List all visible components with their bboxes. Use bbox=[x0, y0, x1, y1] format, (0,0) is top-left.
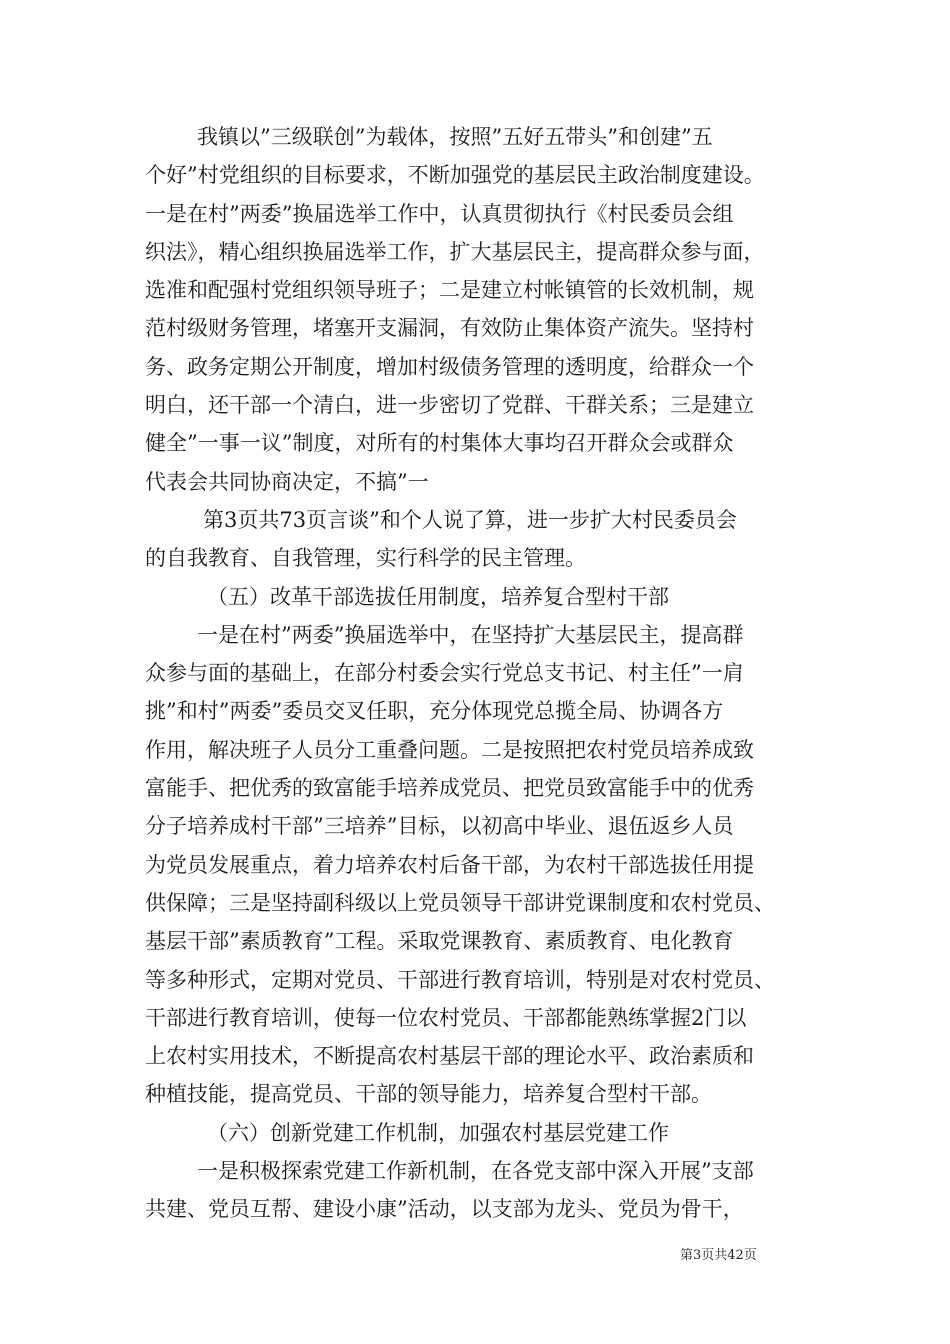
paragraph-line: 供保障；三是坚持副科级以上党员领导干部讲党课制度和农村党员、 bbox=[145, 890, 775, 915]
paragraph-line: 分子培养成村干部”三培养”目标，以初高中毕业、退伍返乡人员 bbox=[145, 814, 734, 839]
paragraph-line: 明白，还干部一个清白，进一步密切了党群、干群关系；三是建立 bbox=[145, 393, 754, 418]
paragraph-line: 一是在村”两委”换届选举中，在坚持扩大基层民主，提高群 bbox=[197, 622, 744, 647]
paragraph-line: 上农村实用技术，不断提高农村基层干部的理论水平、政治素质和 bbox=[145, 1044, 754, 1069]
paragraph-line: 一是在村”两委”换届选举工作中，认真贯彻执行《村民委员会组 bbox=[145, 201, 734, 226]
paragraph-line: 共建、党员互帮、建设小康”活动，以支部为龙头、党员为骨干， bbox=[145, 1197, 744, 1222]
paragraph-line: 为党员发展重点，着力培养农村后备干部，为农村干部选拔任用提 bbox=[145, 852, 754, 877]
paragraph-line: 务、政务定期公开制度，增加村级债务管理的透明度，给群众一个 bbox=[145, 354, 754, 379]
paragraph-line: 选准和配强村党组织领导班子；二是建立村帐镇管的长效机制，规 bbox=[145, 278, 754, 303]
paragraph-line: 富能手、把优秀的致富能手培养成党员、把党员致富能手中的优秀 bbox=[145, 776, 754, 801]
paragraph-line: 个好”村党组织的目标要求，不断加强党的基层民主政治制度建设。 bbox=[145, 163, 765, 188]
paragraph-line: 等多种形式，定期对党员、干部进行教育培训，特别是对农村党员、 bbox=[145, 967, 775, 992]
page-footer: 第3页共42页 bbox=[680, 1248, 757, 1263]
paragraph-line: 织法》，精心组织换届选举工作，扩大基层民主，提高群众参与面， bbox=[145, 239, 765, 264]
paragraph-line: 的自我教育、自我管理，实行科学的民主管理。 bbox=[145, 546, 586, 571]
paragraph-line: 范村级财务管理，堵塞开支漏洞，有效防止集体资产流失。坚持村 bbox=[145, 316, 754, 341]
paragraph-line: 一是积极探索党建工作新机制，在各党支部中深入开展”支部 bbox=[197, 1159, 754, 1184]
paragraph-line: 众参与面的基础上，在部分村委会实行党总支书记、村主任”一肩 bbox=[145, 661, 744, 686]
paragraph-line: 第3页共73页言谈”和个人说了算，进一步扩大村民委员会 bbox=[203, 507, 737, 532]
paragraph-line: 种植技能，提高党员、干部的领导能力，培养复合型村干部。 bbox=[145, 1082, 712, 1107]
paragraph-line: 挑”和村”两委”委员交叉任职，充分体现党总揽全局、协调各方 bbox=[145, 699, 724, 724]
paragraph-line: 代表会共同协商决定，不搞”一 bbox=[145, 469, 429, 494]
body-text bbox=[145, 118, 835, 1229]
paragraph-line: 干部进行教育培训，使每一位农村党员、干部都能熟练掌握2门以 bbox=[145, 1005, 747, 1030]
paragraph-line: 基层干部”素质教育”工程。采取党课教育、素质教育、电化教育 bbox=[145, 929, 734, 954]
paragraph-line: 作用，解决班子人员分工重叠问题。二是按照把农村党员培养成致 bbox=[145, 737, 754, 762]
section-heading: （六）创新党建工作机制，加强农村基层党建工作 bbox=[207, 1120, 669, 1145]
paragraph-line: 健全”一事一议”制度，对所有的村集体大事均召开群众会或群众 bbox=[145, 431, 734, 456]
paragraph-line: 我镇以”三级联创”为载体，按照”五好五带头”和创建”五 bbox=[197, 125, 713, 149]
section-heading: （五）改革干部选拔任用制度，培养复合型村干部 bbox=[207, 584, 669, 609]
